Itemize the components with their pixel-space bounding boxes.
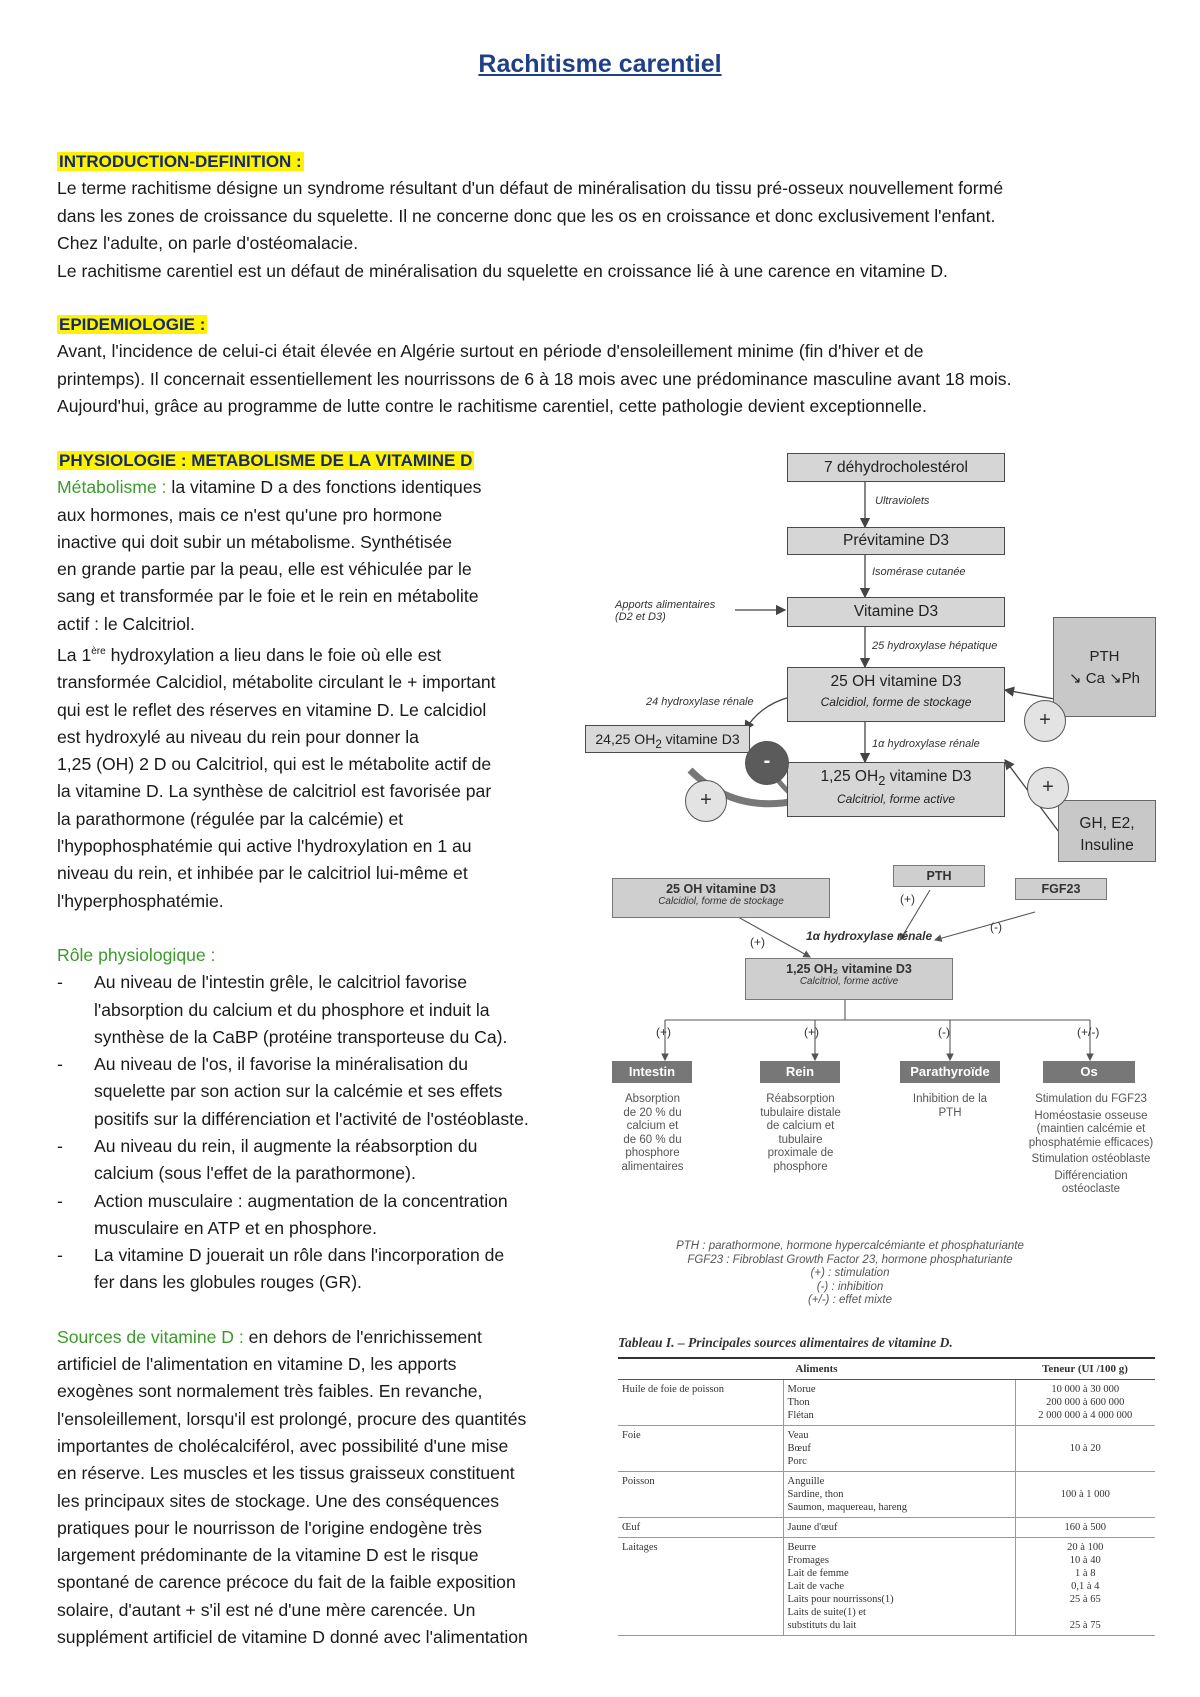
sign-plus: (+) [900, 892, 915, 906]
hydrox-sup: ère [91, 646, 106, 658]
sources-line: pratiques pour le nourrisson de l'origine endogène très [57, 1517, 482, 1538]
table-value: 100 à 1 000 [1060, 1489, 1110, 1500]
epidemiology-heading: EPIDEMIOLOGIE : [59, 315, 206, 334]
metab-line: actif : le Calcitriol. [57, 613, 195, 634]
intro-heading: INTRODUCTION-DEFINITION : [59, 152, 302, 171]
table-item: Veau [787, 1430, 809, 1441]
gh-card: GH, E2, Insuline [1058, 800, 1156, 862]
metab-line: inactive qui doit subir un métabolisme. Synthétisée [57, 531, 453, 552]
table-cell-category: Foie [618, 1426, 783, 1472]
role-bullet: - Au niveau de l'intestin grêle, le calcitriol favorise l'absorption du calcium et du phosphore et induit la synthèse de la CaBP (protéine transporteuse du Ca). [57, 972, 508, 1047]
table-cell-values [1015, 1538, 1155, 1636]
metab-line: en grande partie par la peau, elle est véhiculée par le [57, 559, 472, 580]
table-item: Porc [787, 1456, 807, 1467]
sources-label: Sources de vitamine D : [57, 1326, 244, 1347]
table-row [618, 1518, 1155, 1538]
table-value: 20 à 100 [1067, 1542, 1104, 1553]
metab-line: sang et transformée par le foie et le rein en métabolite [57, 586, 479, 607]
epi-line: Avant, l'incidence de celui-ci était élevée en Algérie surtout en période d'ensoleillement minime (fin d'hiver et de [57, 341, 924, 362]
table-item: Saumon, maquereau, hareng [787, 1502, 908, 1513]
table-cell-category: Huile de foie de poisson [618, 1380, 783, 1426]
hydrox-line: l'hyperphosphatémie. [57, 890, 224, 911]
dehydrocholesterol-box: 7 déhydrocholestérol [787, 453, 1005, 482]
sources-line: supplément artificiel de vitamine D donné avec l'alimentation [57, 1627, 528, 1648]
table-header-teneur: Teneur (UI /100 g) [1015, 1358, 1155, 1380]
pth-card: PTH ↘ Ca ↘Ph [1053, 617, 1156, 717]
table-item: Beurre [787, 1542, 817, 1553]
table-row [618, 1538, 1155, 1636]
hydrox-line: 1,25 (OH) 2 D ou Calcitriol, qui est le métabolite actif de [57, 754, 492, 775]
table-title: Tableau I. – Principales sources alimentaires de vitamine D. [618, 1335, 953, 1350]
sign-minus: (-) [990, 920, 1002, 934]
physiology-heading: PHYSIOLOGIE : METABOLISME DE LA VITAMINE D [59, 451, 473, 470]
intro-line: Chez l'adulte, on parle d'ostéomalacie. [57, 233, 359, 254]
intro-line: Le rachitisme carentiel est un défaut de minéralisation du squelette en croissance lié à une carence en vitamine D. [57, 260, 948, 281]
metab-line: aux hormones, mais ce n'est qu'une pro hormone [57, 504, 443, 525]
rein-effects: Réabsorption tubulaire distale de calcium et tubulaire proximale de phosphore [760, 1093, 841, 1173]
hydrox-line: niveau du rein, et inhibée par le calcitriol lui-même et [57, 863, 468, 884]
sign-plus: (+) [804, 1025, 819, 1039]
hydrox-line: qui est le reflet des réserves en vitamine D. Le calcidiol [57, 699, 487, 720]
hydrox-line: est hydroxylé au niveau du rein pour donner la [57, 726, 419, 747]
d2-fgf23-box: FGF23 [1015, 878, 1107, 900]
role-label: Rôle physiologique : [57, 944, 216, 965]
table-cell-values [1015, 1518, 1155, 1538]
table-value: 0,1 à 4 [1071, 1581, 1100, 1592]
table-item: Fromages [787, 1555, 829, 1566]
table-item: Laits pour nourrissons(1) [787, 1594, 894, 1605]
parathyroide-header: Parathyroïde [900, 1061, 1000, 1083]
table-cell-items [783, 1538, 1015, 1636]
diagram2-legend: PTH : parathormone, hormone hypercalcémiante et phosphaturiante FGF23 : Fibroblast Growth Factor 23, hormone phosphaturiante (+) : stimulation (-) : inhibition (+/-) : effet mixte [676, 1240, 1024, 1306]
sources-line: importantes de cholécalciférol, avec possibilité d'une mise [57, 1435, 509, 1456]
table-cell-items [783, 1380, 1015, 1426]
epi-line: printemps). Il concernait essentiellement les nourrissons de 6 à 18 mois avec une prédominance masculine avant 18 mois. [57, 368, 1012, 389]
table-cell-category: Œuf [618, 1518, 783, 1538]
intestin-header: Intestin [612, 1061, 692, 1083]
sources-line: exogènes sont normalement très faibles. En revanche, [57, 1381, 483, 1402]
d3-24-25-box: 24,25 $OH_2$ vitamine D3 [585, 725, 750, 753]
table-value: 25 à 75 [1069, 1620, 1101, 1631]
table-item: Laits de suite(1) et [787, 1607, 866, 1618]
table-cell-values [1015, 1472, 1155, 1518]
sign-minus: (-) [938, 1025, 950, 1039]
hepatic-hydroxylase-label: 25 hydroxylase hépatique [872, 640, 998, 652]
intestin-effects: Absorption de 20 % du calcium et de 60 % du phosphore alimentaires [621, 1093, 684, 1173]
intro-line: dans les zones de croissance du squelette. Il ne concerne donc que les os en croissance et donc exclusivement l'enfant. [57, 205, 996, 226]
sources-line: l'ensoleillement, lorsqu'il est prolongé, procure des quantités [57, 1408, 527, 1429]
sign-plus: (+) [656, 1025, 671, 1039]
calcitriol-box: 1,25 $OH_2$ vitamine D3 Calcitriol, forme active [787, 762, 1005, 817]
previtamin-box: Prévitamine D3 [787, 527, 1005, 555]
sources-line: artificiel de l'alimentation en vitamine D, les apports [57, 1354, 457, 1375]
table-cell-category: Poisson [618, 1472, 783, 1518]
hydrox-line: la parathormone (régulée par la calcémie) et [57, 808, 404, 829]
table-item: Jaune d'œuf [787, 1522, 838, 1533]
epi-line: Aujourd'hui, grâce au programme de lutte contre le rachitisme carentiel, cette pathologie devient exceptionnelle. [57, 396, 927, 417]
table-value: 10 à 20 [1069, 1443, 1101, 1454]
hydrox-line: la vitamine D. La synthèse de calcitriol est favorisée par [57, 781, 492, 802]
table-cell-items [783, 1472, 1015, 1518]
os-effects: Stimulation du FGF23 Homéostasie osseuse (maintien calcémie et phosphatémie efficaces) Stimulation ostéoblaste Différenciation ostéoclaste [1028, 1093, 1154, 1195]
table-value: 1 à 8 [1075, 1568, 1096, 1579]
os-header: Os [1043, 1061, 1135, 1083]
sources-line: solaire, d'autant + s'il est né d'une mère carencée. Un [57, 1599, 476, 1620]
role-bullet: - Au niveau de l'os, il favorise la minéralisation du squelette par son action sur la calcémie et ses effets positifs sur la différenciation et l'activité de l'ostéoblaste. [57, 1054, 529, 1129]
table-value [1020, 1606, 1152, 1619]
sources-line: les principaux sites de stockage. Une des conséquences [57, 1490, 500, 1511]
renal-1a-hydroxylase-label: 1α hydroxylase rénale [872, 738, 980, 750]
table-value: 10 000 à 30 000 [1051, 1384, 1120, 1395]
hydrox-pre: La 1 [57, 644, 92, 665]
plus-circle: + [685, 780, 727, 822]
metab-line: la vitamine D a des fonctions identiques [166, 477, 482, 498]
table-cell-items [783, 1518, 1015, 1538]
table-item: Anguille [787, 1476, 825, 1487]
metabolism-label: Métabolisme : [57, 477, 167, 498]
sign-plus: (+) [750, 935, 765, 949]
table-value: 200 000 à 600 000 [1046, 1397, 1125, 1408]
d2-calcidiol-box: 25 OH vitamine D3 Calcidiol, forme de stockage [612, 878, 830, 918]
table-row [618, 1472, 1155, 1518]
apports-label: Apports alimentaires (D2 et D3) [615, 599, 716, 623]
vitamin-d-sources-table [618, 1335, 1155, 1636]
table-item: Morue [787, 1384, 816, 1395]
sources-line: largement prédominante de la vitamine D est le risque [57, 1545, 479, 1566]
sign-mixed: (+/-) [1077, 1025, 1100, 1039]
rein-header: Rein [760, 1061, 840, 1083]
table-item: Lait de femme [787, 1568, 849, 1579]
role-bullet: - Au niveau du rein, il augmente la réabsorption du calcium (sous l'effet de la parathormone). [57, 1135, 478, 1184]
d2-pth-box: PTH [893, 865, 985, 887]
sources-line: spontané de carence précoce du fait de la faible exposition [57, 1572, 516, 1593]
table-body [618, 1380, 1155, 1636]
role-bullet: - La vitamine D jouerait un rôle dans l'incorporation de fer dans les globules rouges (GR). [57, 1245, 505, 1293]
uv-label: Ultraviolets [875, 495, 930, 507]
isomerase-label: Isomérase cutanée [872, 566, 966, 578]
table-item: substituts du lait [787, 1620, 857, 1631]
parathyroide-effects: Inhibition de la PTH [912, 1093, 988, 1119]
table-row [618, 1380, 1155, 1426]
table-cell-values [1015, 1380, 1155, 1426]
d2-enzyme-label: 1α hydroxylase rénale [806, 929, 933, 943]
table-value: 2 000 000 à 4 000 000 [1038, 1410, 1133, 1421]
page-title: Rachitisme carentiel [478, 50, 722, 78]
table-cell-category: Laitages [618, 1538, 783, 1636]
table-header-aliments: Aliments [618, 1358, 1015, 1380]
table-item: Bœuf [787, 1443, 811, 1454]
vitamin-d3-box: Vitamine D3 [787, 597, 1005, 627]
sources-line: en réserve. Les muscles et les tissus graisseux constituent [57, 1463, 515, 1484]
table-item: Flétan [787, 1410, 814, 1421]
plus-circle: + [1027, 767, 1069, 809]
hydrox-post: hydroxylation a lieu dans le foie où elle est [105, 644, 442, 665]
table-row [618, 1426, 1155, 1472]
minus-circle: - [745, 741, 789, 785]
table-item: Thon [787, 1397, 810, 1408]
hydrox-line: l'hypophosphatémie qui active l'hydroxylation en 1 au [57, 836, 472, 857]
calcidiol-box: 25 OH vitamine D3 Calcidiol, forme de stockage [787, 667, 1005, 722]
table-cell-values [1015, 1426, 1155, 1472]
table-cell-items [783, 1426, 1015, 1472]
role-bullet: - Action musculaire : augmentation de la concentration musculaire en ATP et en phosphore. [57, 1190, 508, 1238]
hydrox-line: transformée Calcidiol, métabolite circulant le + important [57, 672, 496, 693]
table-value: 160 à 500 [1064, 1522, 1106, 1533]
table-value: 25 à 65 [1069, 1594, 1101, 1605]
intro-line: Le terme rachitisme désigne un syndrome résultant d'un défaut de minéralisation du tissu pré-osseux nouvellement formé [57, 178, 1004, 199]
plus-circle: + [1024, 700, 1066, 742]
table-value: 10 à 40 [1069, 1555, 1101, 1566]
physiology-section: PHYSIOLOGIE : METABOLISME DE LA VITAMINE D Métabolisme : la vitamine D a des fonctions identiques aux hormones, mais ce n'est qu'une pro hormone inactive qui doit subir un métabolisme. Synthétisée en grande partie par la peau, elle est véhiculée par le sang et transformée par le foie et le rein en métabolite actif : le Calcitriol. La 1ère hydroxylation a lieu dans le foie où elle est transformée Calcidiol, métabolite circulant le + important qui est le reflet des réserves en vitamine D. Le calcidiol est hydroxylé au niveau du rein pour donner la 1,25 (OH) 2 D ou Calcitriol, qui est le métabolite actif de la vitamine D. La synthèse de calcitriol est favorisée par la parathormone (régulée par la calcémie) et l'hypophosphatémie qui active l'hydroxylation en 1 au niveau du rein, et inhibée par le calcitriol lui-même et l'hyperphosphatémie. Rôle physiologique : - Au niveau de l'intestin grêle, le calcitriol favorise l'absorption du calcium et du phosphore et induit la synthèse de la CaBP (protéine transporteuse du Ca). - Au niveau de l'os, il favorise la minéralisation du squelette par son action sur la calcémie et ses effets positifs sur la différenciation et l'activité de l'ostéoblaste. - Au niveau du rein, il augmente la réabsorption du calcium (sous l'effet de la parathormone). - Action musculaire : augmentation de la concentration musculaire en ATP et en phosphore. - La vitamine D jouerait un rôle dans l'incorporation de fer dans les globules rouges (GR). Sources de vitamine D : en dehors de l'enrichissement artificiel de l'alimentation en vitamine D, les apports exogènes sont normalement très faibles. En revanche, l'ensoleillement, lorsqu'il est prolongé, procure des quantités importantes de cholécalciférol, avec possibilité d'une mise en réserve. Les muscles et les tissus graisseux constituent les principaux sites de stockage. Une des conséquences pratiques pour le nourrisson de l'origine endogène très largement prédominante de la vitamine D est le risque spontané de carence précoce du fait de la faible exposition solaire, d'autant + s'il est né d'une mère carencée. Un supplément artificiel de vitamine D donné avec l'alimentation [57, 447, 602, 1651]
d2-calcitriol-box: 1,25 OH₂ vitamine D3 Calcitriol, forme active [745, 958, 953, 1000]
table-item: Lait de vache [787, 1581, 845, 1592]
table-item: Sardine, thon [787, 1489, 844, 1500]
renal-24-hydroxylase-label: 24 hydroxylase rénale [646, 696, 754, 708]
